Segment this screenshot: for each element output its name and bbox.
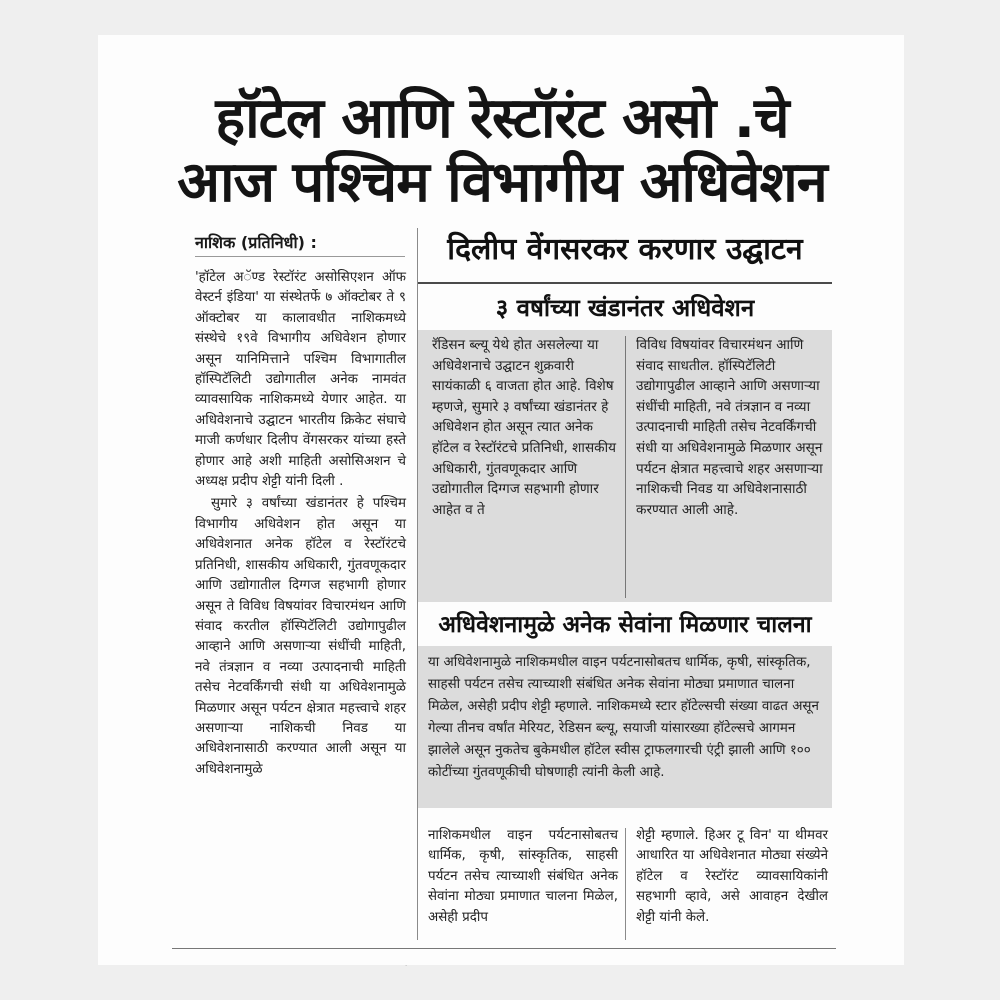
subheading-services-boost: अधिवेशनामुळे अनेक सेवांना मिळणार चालना — [438, 612, 812, 638]
box-column-1-text: रॅडिसन ब्ल्यू येथे होत असलेल्या या अधिवेशनाचे उद्घाटन शुक्रवारी सायंकाळी ६ वाजता होत आहे. विशेष म्हणजे, सुमारे ३ वर्षांच्या खंडानंतर हे अधिवेशन होत असून त्यात अनेक हॉटेल व रेस्टॉरंटचे प्रतिनिधी, शासकीय अधिकारी, गुंतवणूकदार आणि उद्योगातील दिग्गज सहभागी होणार आहेत व ते — [432, 337, 616, 518]
box-wide-text: या अधिवेशनामुळे नाशिकमधील वाइन पर्यटनासोबतच धार्मिक, कृषी, सांस्कृतिक, साहसी पर्यटन तसेच त्याच्याशी संबंधित अनेक सेवांना मोठ्या प्रमाणात चालना मिळेल, असेही प्रदीप शेट्टी म्हणाले. नाशिकमध्ये स्टार हॉटेल्सची संख्या वाढत असून गेल्या तीनच वर्षांत मेरियट, रेडिसन ब्ल्यू, सयाजी यांसारख्या हॉटेल्सचे आगमन झालेले असून नुकतेच बुकेमधील हॉटेल स्वीस ट्राफलगारची एंट्री झाली आणि १०० कोटींच्या गुंतवणूकीची घोषणाही त्यांनी केली आहे. — [428, 655, 819, 780]
dateline: नाशिक (प्रतिनिधी) : — [195, 233, 317, 252]
box-column-1 — [432, 335, 616, 520]
headline-line-2: आज पश्चिम विभागीय अधिवेशन — [177, 150, 827, 215]
left-paragraph-1: 'हॉटेल अॅण्ड रेस्टॉरंट असोसिएशन ऑफ वेस्टर्न इंडिया' या संस्थेतर्फे ७ ऑक्टोबर ते ९ ऑक्टोबर या कालावधीत नाशिकमध्ये संस्थेचे १९वे विभागीय अधिवेशन होणार असून यानिमित्ताने पश्चिम विभागातील हॉस्पिटॅलिटी उद्योगातील अनेक नामवंत व्यावसायिक नाशिकमध्ये येणार आहेत. या अधिवेशनाचे उद्घाटन भारतीय क्रिकेट संघाचे माजी कर्णधार दिलीप वेंगसरकर यांच्या हस्ते होणार आहे अशी माहिती असोसिअशन चे अध्यक्ष प्रदीप शेट्टी यांनी दिली . — [195, 270, 406, 490]
subheading-after-gap: ३ वर्षांच्या खंडानंतर अधिवेशन — [495, 294, 755, 322]
subheading-inauguration: दिलीप वेंगसरकर करणार उद्घाटन — [447, 232, 803, 267]
headline-line-1: हॉटेल आणि रेस्टॉरंट असो .चे — [215, 86, 789, 151]
subheading-divider — [418, 282, 832, 284]
bottom-column-1: नाशिकमधील वाइन पर्यटनासोबतच धार्मिक, कृषी, सांस्कृतिक, साहसी पर्यटन तसेच त्याच्याशी संबंधित अनेक सेवांना मोठ्या प्रमाणात चालना मिळेल, असेही प्रदीप — [428, 828, 618, 925]
left-paragraph-2: सुमारे ३ वर्षांच्या खंडानंतर हे पश्चिम विभागीय अधिवेशन होत असून या अधिवेशनात अनेक हॉटेल व रेस्टॉरंटचे प्रतिनिधी, शासकीय अधिकारी, गुंतवणूकदार आणि उद्योगातील दिग्गज सहभागी होणार असून ते विविध विषयांवर विचारमंथन आणि संवाद करतील हॉस्पिटॅलिटी उद्योगापुढील आव्हाने आणि असणाऱ्या संधींची माहिती, नवे तंत्रज्ञान व नव्या उत्पादनाची माहिती तसेच नेटवर्किंगची संधी या अधिवेशनामुळे मिळणार असून पर्यटन क्षेत्रात महत्त्वाचे शहर असणाऱ्या नाशिकची निवड या अधिवेशनासाठी करण्यात आली असून या अधिवेशनामुळे — [195, 496, 406, 777]
bottom-divider — [172, 948, 836, 949]
box-column-2-text: विविध विषयांवर विचारमंथन आणि संवाद साधतील. हॉस्पिटॅलिटी उद्योगापुढील आव्हाने आणि असणाऱ्या संधींची माहिती, नवे तंत्रज्ञान व नव्या उत्पादनाची माहिती तसेच नेटवर्किंगची संधी या अधिवेशनामुळे मिळणार असून पर्यटन क्षेत्रात महत्त्वाचे शहर असणाऱ्या नाशिकची निवड या अधिवेशनासाठी करण्यात आली आहे. — [636, 337, 823, 518]
column-divider — [625, 828, 626, 940]
box-column-2 — [636, 335, 826, 520]
box-column-divider — [625, 336, 626, 598]
dateline-divider — [195, 256, 405, 257]
left-column — [195, 268, 406, 780]
bottom-column-2: शेट्टी म्हणाले. हिअर टू विन' या थीमवर आधारित या अधिवेशनात मोठ्या संख्येने हॉटेल व रेस्टॉरंट व्यावसायिकांनी सहभागी व्हावे, असे आवाहन देखील शेट्टी यांनी केले. — [636, 828, 828, 925]
